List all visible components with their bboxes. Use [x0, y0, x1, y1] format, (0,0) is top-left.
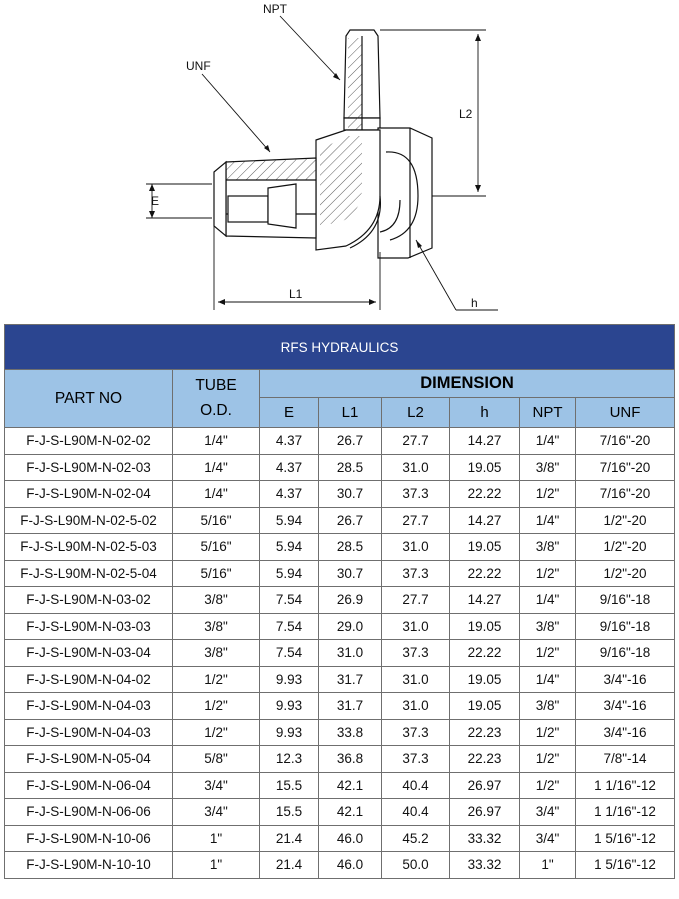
dimension-table: [4, 324, 675, 879]
h-cell: 14.27: [450, 587, 520, 614]
table-row: [5, 587, 675, 614]
npt-cell: 3/8": [520, 454, 576, 481]
h-cell: 22.23: [450, 746, 520, 773]
l1-cell: 26.7: [319, 428, 382, 455]
h-cell: 19.05: [450, 454, 520, 481]
npt-cell: 3/4": [520, 825, 576, 852]
h-cell: 22.22: [450, 640, 520, 667]
l2-cell: 40.4: [382, 772, 450, 799]
tube-od-cell: 5/16": [173, 507, 260, 534]
h-cell: 19.05: [450, 613, 520, 640]
part-no-cell: F-J-S-L90M-N-06-04: [5, 772, 173, 799]
npt-cell: 1/4": [520, 507, 576, 534]
npt-cell: 1/2": [520, 719, 576, 746]
e-cell: 15.5: [260, 799, 319, 826]
col-e-header: E: [260, 398, 319, 428]
npt-cell: 3/4": [520, 799, 576, 826]
part-no-cell: F-J-S-L90M-N-04-03: [5, 719, 173, 746]
unf-cell: 7/16"-20: [576, 481, 675, 508]
e-cell: 4.37: [260, 428, 319, 455]
tube-od-cell: 3/8": [173, 587, 260, 614]
npt-cell: 1/4": [520, 428, 576, 455]
l1-cell: 36.8: [319, 746, 382, 773]
l2-cell: 50.0: [382, 852, 450, 879]
part-no-cell: F-J-S-L90M-N-10-10: [5, 852, 173, 879]
col-npt-header: NPT: [520, 398, 576, 428]
tube-od-cell: 1": [173, 852, 260, 879]
l2-cell: 45.2: [382, 825, 450, 852]
unf-cell: 1/2"-20: [576, 560, 675, 587]
tube-od-line1: TUBE: [195, 376, 237, 394]
table-title: RFS HYDRAULICS: [5, 325, 675, 370]
tube-od-cell: 1/2": [173, 693, 260, 720]
tube-od-cell: 1": [173, 825, 260, 852]
npt-cell: 3/8": [520, 534, 576, 561]
l1-cell: 28.5: [319, 454, 382, 481]
col-unf-header: UNF: [576, 398, 675, 428]
e-cell: 9.93: [260, 666, 319, 693]
h-cell: 19.05: [450, 534, 520, 561]
h-cell: 22.23: [450, 719, 520, 746]
h-cell: 14.27: [450, 507, 520, 534]
unf-cell: 9/16"-18: [576, 640, 675, 667]
table-body: [5, 428, 675, 879]
col-l1-header: L1: [319, 398, 382, 428]
part-no-cell: F-J-S-L90M-N-03-03: [5, 613, 173, 640]
table-row: [5, 454, 675, 481]
part-no-cell: F-J-S-L90M-N-02-5-02: [5, 507, 173, 534]
e-cell: 15.5: [260, 772, 319, 799]
l2-cell: 31.0: [382, 666, 450, 693]
dimension-header: DIMENSION: [260, 370, 675, 398]
table-row: [5, 481, 675, 508]
table-row: [5, 799, 675, 826]
unf-cell: 1/2"-20: [576, 507, 675, 534]
tube-od-cell: 3/8": [173, 613, 260, 640]
l1-cell: 26.7: [319, 507, 382, 534]
e-cell: 7.54: [260, 613, 319, 640]
l1-cell: 30.7: [319, 481, 382, 508]
unf-cell: 1 1/16"-12: [576, 772, 675, 799]
h-cell: 19.05: [450, 666, 520, 693]
l1-cell: 29.0: [319, 613, 382, 640]
l2-cell: 37.3: [382, 719, 450, 746]
npt-cell: 1/2": [520, 560, 576, 587]
unf-cell: 7/8"-14: [576, 746, 675, 773]
unf-cell: 9/16"-18: [576, 587, 675, 614]
e-cell: 9.93: [260, 693, 319, 720]
l1-cell: 30.7: [319, 560, 382, 587]
part-no-cell: F-J-S-L90M-N-10-06: [5, 825, 173, 852]
fitting-drawing: [0, 0, 679, 322]
l2-cell: 37.3: [382, 746, 450, 773]
l2-cell: 37.3: [382, 481, 450, 508]
table-row: [5, 772, 675, 799]
part-no-cell: F-J-S-L90M-N-03-02: [5, 587, 173, 614]
tube-od-cell: 5/8": [173, 746, 260, 773]
part-no-cell: F-J-S-L90M-N-02-02: [5, 428, 173, 455]
unf-cell: 7/16"-20: [576, 428, 675, 455]
unf-cell: 3/4"-16: [576, 719, 675, 746]
table-row: [5, 507, 675, 534]
e-cell: 4.37: [260, 454, 319, 481]
l2-cell: 27.7: [382, 507, 450, 534]
table-row: [5, 640, 675, 667]
tube-od-line2: O.D.: [200, 401, 232, 419]
npt-cell: 1/2": [520, 772, 576, 799]
e-cell: 5.94: [260, 560, 319, 587]
l2-cell: 37.3: [382, 560, 450, 587]
h-cell: 26.97: [450, 772, 520, 799]
e-cell: 7.54: [260, 587, 319, 614]
tube-od-cell: 1/4": [173, 454, 260, 481]
e-cell: 5.94: [260, 507, 319, 534]
unf-cell: 3/4"-16: [576, 693, 675, 720]
unf-cell: 1 5/16"-12: [576, 825, 675, 852]
e-cell: 4.37: [260, 481, 319, 508]
l1-cell: 31.0: [319, 640, 382, 667]
part-no-cell: F-J-S-L90M-N-02-03: [5, 454, 173, 481]
table-row: [5, 825, 675, 852]
l1-cell: 42.1: [319, 799, 382, 826]
l2-cell: 31.0: [382, 613, 450, 640]
unf-cell: 3/4"-16: [576, 666, 675, 693]
h-cell: 26.97: [450, 799, 520, 826]
l1-cell: 42.1: [319, 772, 382, 799]
col-h-header: h: [450, 398, 520, 428]
npt-cell: 1/2": [520, 746, 576, 773]
tube-od-cell: 1/4": [173, 428, 260, 455]
unf-cell: 1 1/16"-12: [576, 799, 675, 826]
tube-od-cell: 3/4": [173, 799, 260, 826]
unf-cell: 9/16"-18: [576, 613, 675, 640]
e-cell: 5.94: [260, 534, 319, 561]
h-cell: 22.22: [450, 481, 520, 508]
part-no-header: PART NO: [5, 370, 173, 428]
unf-cell: 7/16"-20: [576, 454, 675, 481]
l2-cell: 27.7: [382, 428, 450, 455]
e-cell: 21.4: [260, 852, 319, 879]
tube-od-header: [173, 370, 260, 428]
npt-label: NPT: [263, 2, 287, 16]
npt-cell: 1/2": [520, 481, 576, 508]
tube-od-cell: 3/4": [173, 772, 260, 799]
table-row: [5, 693, 675, 720]
l2-label: L2: [459, 107, 473, 121]
l2-cell: 31.0: [382, 534, 450, 561]
table-row: [5, 746, 675, 773]
e-label: E: [151, 194, 160, 208]
h-cell: 33.32: [450, 852, 520, 879]
part-no-cell: F-J-S-L90M-N-03-04: [5, 640, 173, 667]
l1-cell: 46.0: [319, 852, 382, 879]
unf-cell: 1 5/16"-12: [576, 852, 675, 879]
npt-cell: 1/4": [520, 587, 576, 614]
unf-cell: 1/2"-20: [576, 534, 675, 561]
e-cell: 9.93: [260, 719, 319, 746]
npt-cell: 1": [520, 852, 576, 879]
l1-cell: 33.8: [319, 719, 382, 746]
part-no-cell: F-J-S-L90M-N-02-5-04: [5, 560, 173, 587]
npt-cell: 1/2": [520, 640, 576, 667]
unf-label: UNF: [186, 59, 211, 73]
npt-cell: 3/8": [520, 613, 576, 640]
l2-cell: 31.0: [382, 693, 450, 720]
table-row: [5, 613, 675, 640]
table-row: [5, 852, 675, 879]
e-cell: 12.3: [260, 746, 319, 773]
l1-label: L1: [289, 287, 303, 301]
part-no-cell: F-J-S-L90M-N-06-06: [5, 799, 173, 826]
table-row: [5, 666, 675, 693]
table-row: [5, 534, 675, 561]
h-cell: 22.22: [450, 560, 520, 587]
tube-od-cell: 1/2": [173, 719, 260, 746]
h-cell: 33.32: [450, 825, 520, 852]
h-cell: 19.05: [450, 693, 520, 720]
table-row: [5, 560, 675, 587]
tube-od-cell: 1/2": [173, 666, 260, 693]
e-cell: 7.54: [260, 640, 319, 667]
col-l2-header: L2: [382, 398, 450, 428]
part-no-cell: F-J-S-L90M-N-02-04: [5, 481, 173, 508]
h-label: h: [471, 296, 478, 310]
l1-cell: 31.7: [319, 693, 382, 720]
l1-cell: 28.5: [319, 534, 382, 561]
part-no-cell: F-J-S-L90M-N-02-5-03: [5, 534, 173, 561]
l1-cell: 31.7: [319, 666, 382, 693]
tube-od-cell: 3/8": [173, 640, 260, 667]
l1-cell: 46.0: [319, 825, 382, 852]
tube-od-cell: 1/4": [173, 481, 260, 508]
npt-cell: 3/8": [520, 693, 576, 720]
part-no-cell: F-J-S-L90M-N-05-04: [5, 746, 173, 773]
table-row: [5, 719, 675, 746]
e-cell: 21.4: [260, 825, 319, 852]
npt-cell: 1/4": [520, 666, 576, 693]
part-no-cell: F-J-S-L90M-N-04-02: [5, 666, 173, 693]
l2-cell: 31.0: [382, 454, 450, 481]
table-row: [5, 428, 675, 455]
l2-cell: 27.7: [382, 587, 450, 614]
l1-cell: 26.9: [319, 587, 382, 614]
l2-cell: 40.4: [382, 799, 450, 826]
tube-od-cell: 5/16": [173, 560, 260, 587]
part-no-cell: F-J-S-L90M-N-04-03: [5, 693, 173, 720]
tube-od-cell: 5/16": [173, 534, 260, 561]
h-cell: 14.27: [450, 428, 520, 455]
l2-cell: 37.3: [382, 640, 450, 667]
